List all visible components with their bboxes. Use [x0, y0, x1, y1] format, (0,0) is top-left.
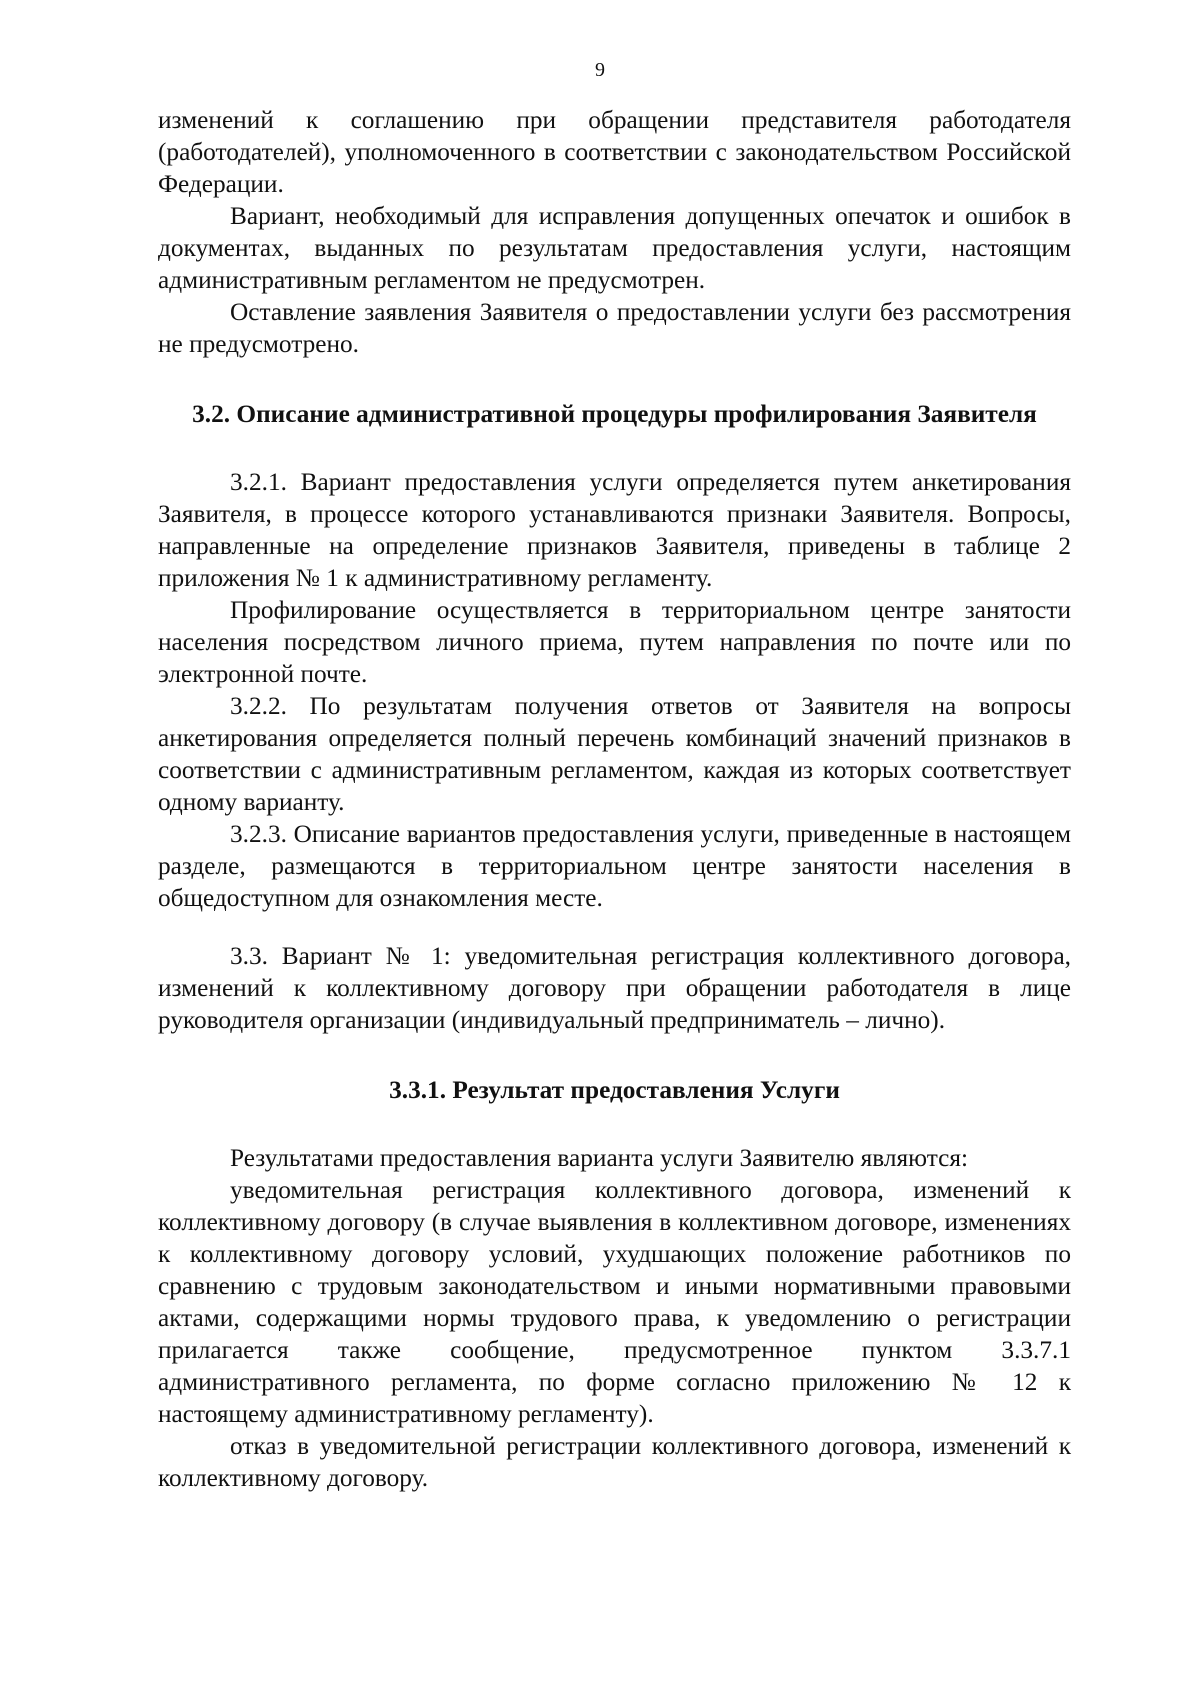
paragraph-3-3-variant-1: 3.3. Вариант № 1: уведомительная регистрация коллективного договора, изменений к коллективному договору при обращении работодателя в лице руководителя организации (индивидуальный предприниматель – лично). [158, 942, 1071, 1034]
paragraph-3-2-3: 3.2.3. Описание вариантов предоставления услуги, приведенные в настоящем разделе, размещаются в территориальном центре занятости населения в общедоступном для ознакомления месте. [158, 820, 1071, 912]
paragraph-profiling: Профилирование осуществляется в территориальном центре занятости населения посредством личного приема, путем направления по почте или по электронной почте. [158, 596, 1071, 688]
paragraph-3-2-2: 3.2.2. По результатам получения ответов от Заявителя на вопросы анкетирования определяется полный перечень комбинаций значений признаков в соответствии с административным регламентом, каждая из которых соответствует одному варианту. [158, 692, 1071, 816]
paragraph-agreement-changes: изменений к соглашению при обращении представителя работодателя (работодателей), уполномоченного в соответствии с законодательством Российской Федерации. [158, 106, 1071, 198]
paragraph-typo-correction: Вариант, необходимый для исправления допущенных опечаток и ошибок в документах, выданных по результатам предоставления услуги, настоящим административным регламентом не предусмотрен. [158, 202, 1071, 294]
paragraph-3-2-1: 3.2.1. Вариант предоставления услуги определяется путем анкетирования Заявителя, в процессе которого устанавливаются признаки Заявителя. Вопросы, направленные на определение признаков Заявителя, приведены в таблице 2 приложения № 1 к административному регламенту. [158, 468, 1071, 592]
paragraph-no-dismissal: Оставление заявления Заявителя о предоставлении услуги без рассмотрения не предусмотрено. [158, 298, 1071, 358]
section-3-2-heading: 3.2. Описание административной процедуры профилирования Заявителя [192, 400, 1037, 428]
paragraph-result-registration: уведомительная регистрация коллективного договора, изменений к коллективному договору (в случае выявления в коллективном договоре, изменениях к коллективному договору условий, ухудшающих положение работников по сравнению с трудовым законодательством и иными нормативными правовыми актами, содержащими нормы трудового права, к уведомлению о регистрации прилагается также сообщение, предусмотренное пунктом 3.3.7.1 административного регламента, по форме согласно приложению № 12 к настоящему административному регламенту). [158, 1176, 1071, 1428]
section-3-3-1-heading: 3.3.1. Результат предоставления Услуги [389, 1076, 840, 1104]
paragraph-result-refusal: отказ в уведомительной регистрации коллективного договора, изменений к коллективному договору. [158, 1432, 1071, 1492]
document-body [158, 104, 1071, 1494]
paragraph-results-intro: Результатами предоставления варианта услуги Заявителю являются: [230, 1144, 968, 1172]
page-number: 9 [595, 59, 605, 81]
